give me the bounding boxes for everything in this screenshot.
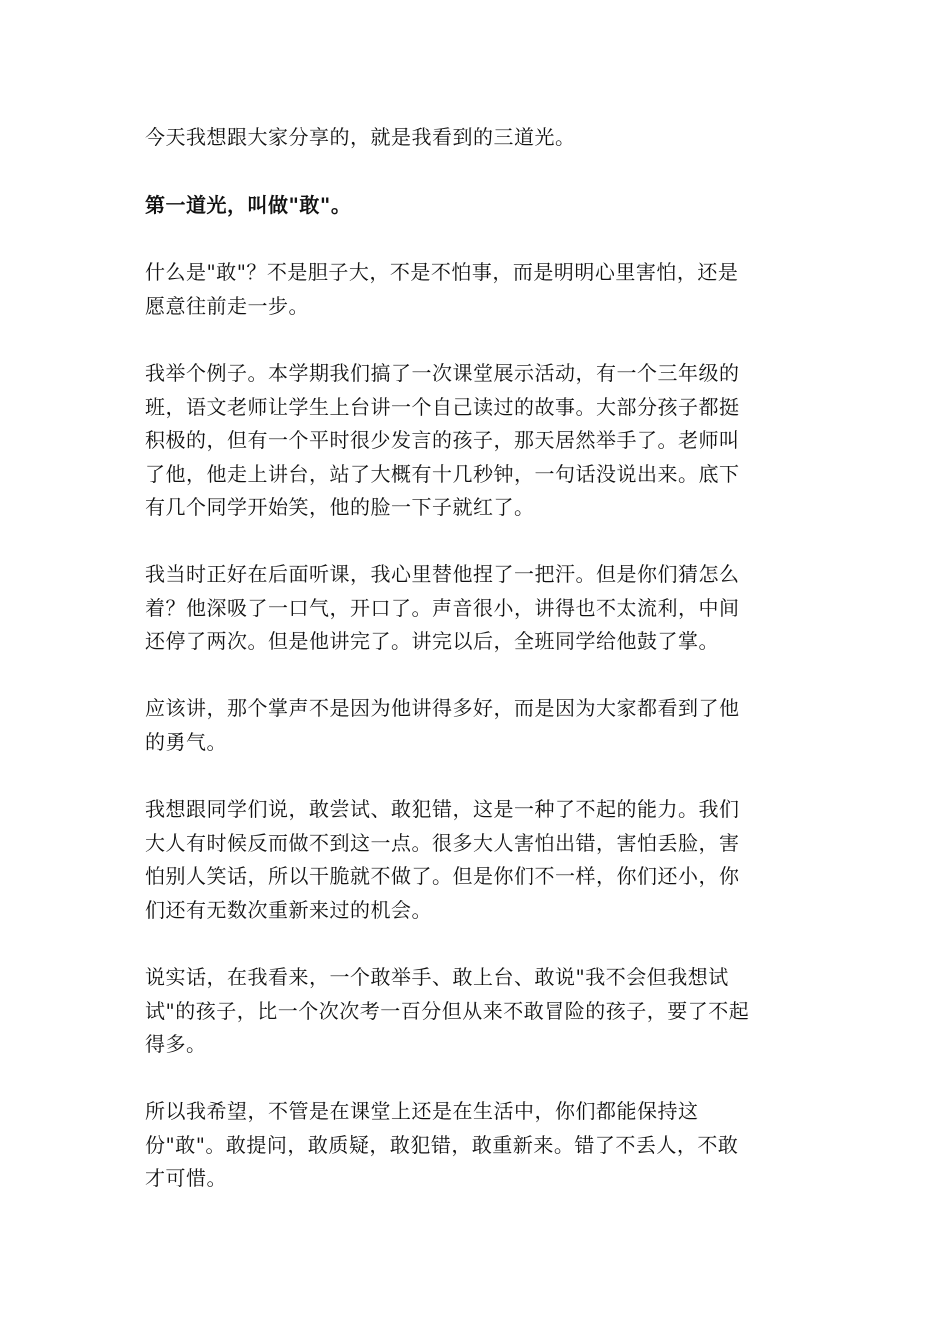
paragraph-line: 还停了两次。但是他讲完了。讲完以后，全班同学给他鼓了掌。: [145, 629, 719, 653]
paragraph-line: 试"的孩子，比一个次次考一百分但从来不敢冒险的孩子，要了不起: [145, 998, 750, 1023]
paragraph-line: 所以我希望，不管是在课堂上还是在生活中，你们都能保持这: [145, 1099, 699, 1123]
paragraph-2: [145, 357, 810, 525]
intro-paragraph: [145, 121, 810, 155]
paragraph-line: 积极的，但有一个平时很少发言的孩子，那天居然举手了。老师叫: [145, 428, 740, 452]
paragraph-4: [145, 692, 810, 759]
paragraph-line: 什么是"敢"？不是胆子大，不是不怕事，而是明明心里害怕，还是: [145, 260, 739, 284]
paragraph-line: 怕别人笑话，所以干脆就不做了。但是你们不一样，你们还小，你: [145, 864, 740, 888]
heading-text: 第一道光，叫做"敢"。: [145, 193, 352, 217]
paragraph-1: [145, 256, 810, 323]
paragraph-line: 我想跟同学们说，敢尝试、敢犯错，这是一种了不起的能力。我们: [145, 797, 740, 821]
paragraph-7: [145, 1095, 810, 1196]
paragraph-line: 才可惜。: [145, 1166, 227, 1190]
paragraph-line: 说实话，在我看来，一个敢举手、敢上台、敢说"我不会但我想试: [145, 965, 729, 989]
paragraph-line: 我当时正好在后面听课，我心里替他捏了一把汗。但是你们猜怎么: [145, 562, 740, 586]
paragraph-line: 有几个同学开始笑，他的脸一下子就红了。: [145, 495, 535, 519]
paragraph-line: 着？他深吸了一口气，开口了。声音很小，讲得也不太流利，中间: [145, 595, 740, 620]
paragraph-line: 们还有无数次重新来过的机会。: [145, 897, 432, 922]
paragraph-line: 愿意往前走一步。: [145, 293, 309, 318]
paragraph-line: 的勇气。: [145, 729, 227, 754]
section-heading: [145, 189, 810, 223]
paragraph-line: 得多。: [145, 1032, 207, 1056]
paragraph-line: 今天我想跟大家分享的，就是我看到的三道光。: [145, 125, 576, 149]
paragraph-line: 了他，他走上讲台，站了大概有十几秒钟，一句话没说出来。底下: [145, 461, 740, 486]
paragraph-6: [145, 961, 810, 1062]
paragraph-line: 大人有时候反而做不到这一点。很多大人害怕出错，害怕丢脸，害: [145, 830, 740, 855]
paragraph-line: 应该讲，那个掌声不是因为他讲得多好，而是因为大家都看到了他: [145, 696, 740, 720]
paragraph-line: 班，语文老师让学生上台讲一个自己读过的故事。大部分孩子都挺: [145, 394, 740, 419]
paragraph-line: 我举个例子。本学期我们搞了一次课堂展示活动，有一个三年级的: [145, 361, 740, 385]
paragraph-3: [145, 558, 810, 659]
paragraph-5: [145, 793, 810, 927]
paragraph-line: 份"敢"。敢提问，敢质疑，敢犯错，敢重新来。错了不丢人，不敢: [145, 1132, 739, 1157]
